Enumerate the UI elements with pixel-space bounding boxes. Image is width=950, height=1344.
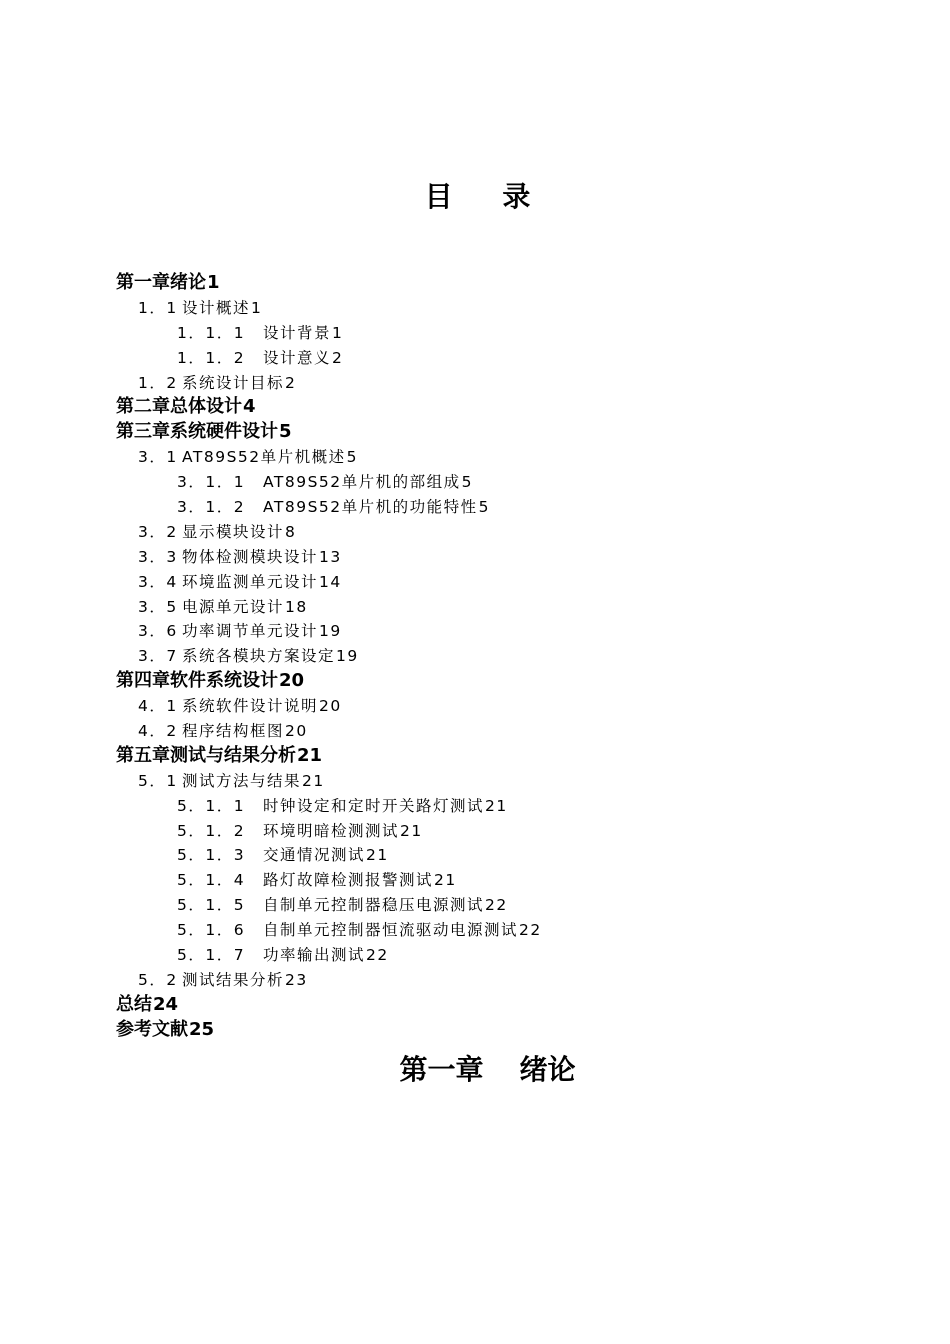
toc-entry-number: 3．6 <box>138 622 178 641</box>
toc-entry-number: 5．1．7 <box>177 946 246 965</box>
toc-entry-title: 时钟设定和定时开关路灯测试 <box>263 796 485 815</box>
toc-entry-number: 3．2 <box>138 522 178 541</box>
toc-entry-number: 5．1．3 <box>177 846 246 865</box>
toc-entry[interactable] <box>116 619 896 644</box>
toc-entry-number: 3．5 <box>138 597 178 616</box>
chapter-title: 绪论 <box>519 1053 576 1086</box>
toc-entry-title: 总结 <box>116 993 152 1015</box>
toc-entry[interactable] <box>116 719 896 744</box>
toc-entry-title: AT89S52单片机的部组成 <box>263 473 461 492</box>
toc-entry-page: 1 <box>251 298 263 317</box>
toc-entry-number: 5．1．4 <box>177 871 246 890</box>
toc-entry-number: 3．1 <box>138 448 178 467</box>
toc-entry-page: 19 <box>319 622 342 641</box>
toc-entry-title: 自制单元控制器稳压电源测试 <box>263 896 485 915</box>
page-title: 目 录 <box>424 180 551 213</box>
toc-entry-page: 21 <box>434 871 457 890</box>
toc-entry-page: 22 <box>519 921 542 940</box>
toc-entry-page: 21 <box>297 744 323 766</box>
toc-entry-title: 环境监测单元设计 <box>182 572 319 591</box>
toc-entry-title: 系统设计目标 <box>182 373 285 392</box>
toc-entry-title: 第五章测试与结果分析 <box>116 744 296 766</box>
toc-entry-page: 24 <box>153 993 179 1015</box>
toc-entry-title: 程序结构框图 <box>182 722 285 741</box>
toc-entry[interactable] <box>116 371 896 396</box>
toc-entry-title: 第二章总体设计 <box>116 396 242 418</box>
toc-entry-number: 1．1．1 <box>177 323 246 342</box>
toc-entry-page: 4 <box>243 396 256 418</box>
toc-entry-title: AT89S52单片机的功能特性 <box>263 498 478 517</box>
table-of-contents <box>116 271 896 1043</box>
toc-entry-title: 测试方法与结果 <box>182 771 302 790</box>
toc-entry[interactable] <box>116 868 896 893</box>
toc-entry[interactable] <box>116 346 896 371</box>
toc-entry-title: 第一章绪论 <box>116 272 206 293</box>
toc-entry-title: 功率调节单元设计 <box>182 622 319 641</box>
toc-entry[interactable] <box>116 819 896 844</box>
toc-entry-page: 5 <box>346 448 359 467</box>
toc-entry-title: AT89S52单片机概述 <box>182 448 346 467</box>
toc-entry-title: 环境明暗检测测试 <box>263 821 400 840</box>
toc-entry-page: 13 <box>319 547 342 566</box>
toc-entry-number: 5．1．6 <box>177 921 246 940</box>
toc-entry-title: 设计概述 <box>182 298 251 317</box>
toc-entry[interactable] <box>116 570 896 595</box>
toc-entry[interactable] <box>116 769 896 794</box>
toc-entry-title: 测试结果分析 <box>182 970 285 989</box>
toc-entry-page: 18 <box>285 597 308 616</box>
toc-entry[interactable] <box>116 794 896 819</box>
toc-entry-page: 1 <box>332 323 344 342</box>
toc-entry-page: 23 <box>285 970 308 989</box>
toc-entry-title: 电源单元设计 <box>182 597 285 616</box>
toc-entry-page: 8 <box>285 522 297 541</box>
toc-entry-page: 25 <box>189 1018 215 1040</box>
toc-entry-number: 3．4 <box>138 572 178 591</box>
toc-entry[interactable] <box>116 595 896 620</box>
toc-entry-number: 5．2 <box>138 970 178 989</box>
toc-entry-number: 5．1 <box>138 771 178 790</box>
toc-entry[interactable] <box>116 495 896 520</box>
toc-entry-title: 参考文献 <box>116 1018 188 1040</box>
toc-entry-page: 2 <box>332 348 344 367</box>
toc-entry-title: 功率输出测试 <box>263 946 366 965</box>
toc-entry[interactable] <box>116 545 896 570</box>
toc-entry-page: 20 <box>319 697 342 716</box>
toc-entry-page: 20 <box>279 670 305 692</box>
toc-entry-page: 1 <box>207 272 220 293</box>
toc-entry-title: 物体检测模块设计 <box>182 547 319 566</box>
toc-entry[interactable] <box>116 271 896 296</box>
toc-entry-number: 3．1．1 <box>177 473 246 492</box>
toc-entry-page: 14 <box>319 572 342 591</box>
toc-entry-page: 19 <box>336 647 359 666</box>
toc-entry-title: 设计意义 <box>263 348 332 367</box>
chapter-number: 第一章 <box>399 1053 484 1086</box>
toc-entry-page: 20 <box>285 722 308 741</box>
toc-entry-number: 3．7 <box>138 647 178 666</box>
toc-entry[interactable] <box>116 694 896 719</box>
toc-entry-number: 5．1．1 <box>177 796 246 815</box>
toc-entry[interactable] <box>116 943 896 968</box>
toc-entry-page: 21 <box>400 821 423 840</box>
toc-entry-page: 5 <box>461 473 474 492</box>
toc-entry[interactable] <box>116 968 896 993</box>
toc-entry[interactable] <box>116 843 896 868</box>
toc-entry[interactable] <box>116 744 896 769</box>
toc-entry-number: 1．2 <box>138 373 178 392</box>
toc-entry-page: 22 <box>485 896 508 915</box>
toc-entry-page: 5 <box>279 421 292 443</box>
toc-entry[interactable] <box>116 520 896 545</box>
toc-entry-number: 4．2 <box>138 722 178 741</box>
toc-entry[interactable] <box>116 321 896 346</box>
toc-entry-title: 第四章软件系统设计 <box>116 670 278 692</box>
toc-entry-title: 显示模块设计 <box>182 522 285 541</box>
toc-entry-page: 21 <box>485 796 508 815</box>
toc-entry-title: 系统各模块方案设定 <box>182 647 336 666</box>
toc-entry[interactable] <box>116 296 896 321</box>
toc-entry[interactable] <box>116 669 896 694</box>
toc-entry[interactable] <box>116 420 896 445</box>
toc-entry-number: 5．1．2 <box>177 821 246 840</box>
toc-entry[interactable] <box>116 893 896 918</box>
toc-entry-title: 系统软件设计说明 <box>182 697 319 716</box>
chapter-heading <box>0 1048 950 1092</box>
toc-entry-page: 21 <box>302 771 325 790</box>
toc-entry-number: 3．3 <box>138 547 178 566</box>
toc-entry-title: 交通情况测试 <box>263 846 366 865</box>
toc-entry-page: 21 <box>366 846 389 865</box>
toc-entry[interactable] <box>116 445 896 470</box>
toc-entry-page: 2 <box>285 373 297 392</box>
toc-entry[interactable] <box>116 395 896 420</box>
toc-entry-title: 第三章系统硬件设计 <box>116 421 278 443</box>
toc-entry[interactable] <box>116 1018 896 1043</box>
toc-entry[interactable] <box>116 470 896 495</box>
toc-entry-title: 设计背景 <box>263 323 332 342</box>
toc-entry-page: 5 <box>478 498 491 517</box>
toc-entry[interactable] <box>116 993 896 1018</box>
toc-entry-number: 5．1．5 <box>177 896 246 915</box>
toc-entry-number: 1．1．2 <box>177 348 246 367</box>
toc-entry-number: 1．1 <box>138 298 178 317</box>
toc-entry-number: 3．1．2 <box>177 498 246 517</box>
toc-entry[interactable] <box>116 918 896 943</box>
toc-entry-title: 自制单元控制器恒流驱动电源测试 <box>263 921 519 940</box>
toc-entry-title: 路灯故障检测报警测试 <box>263 871 434 890</box>
toc-entry-number: 4．1 <box>138 697 178 716</box>
toc-entry-page: 22 <box>366 946 389 965</box>
toc-entry[interactable] <box>116 644 896 669</box>
